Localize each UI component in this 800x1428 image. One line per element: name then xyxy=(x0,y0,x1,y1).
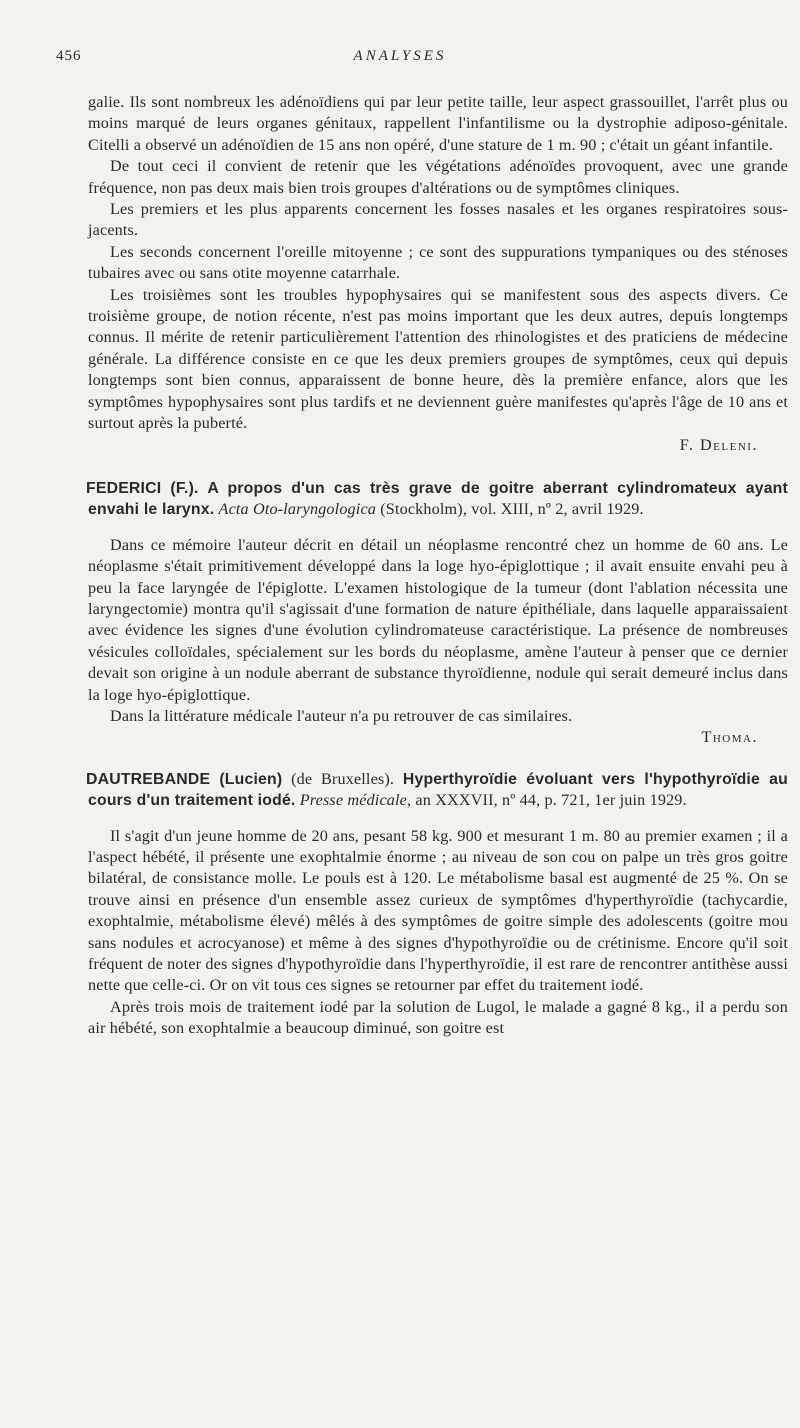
article-title: Hyperthyroïdie évoluant vers l'hypothyroïdie au cours d'un traitement iodé. xyxy=(88,770,788,810)
article-paragraph: Dans ce mémoire l'auteur décrit en détail un néoplasme rencontré chez un homme de 60 ans. Le néoplasme s'était primitivement développé dans la loge hyo-épiglottique ; il avait ensuite envahi peu à peu la face laryngée de l'épiglotte. L'examen histologique de la tumeur (dont l'ablation nécessita une laryngectomie) montra qu'il s'agissait d'une formation de nature épithéliale, dans laquelle apparaissaient avec évidence les signes d'une évolution cylindromateuse caractéristique. La présence de nombreuses vésicules colloïdales, spécialement sur les bords du néoplasme, amène l'auteur à penser que ce dernier devait son origine à un nodule aberrant de substance thyroïdienne, nodule qui serait demeuré inclus dans la loge hyo-épiglottique. xyxy=(88,535,788,704)
signature: F. Deleni. xyxy=(679,435,758,454)
article-paragraph: Dans la littérature médicale l'auteur n'a pu retrouver de cas similaires. xyxy=(110,706,573,725)
article-paragraph: Après trois mois de traitement iodé par la solution de Lugol, le malade a gagné 8 kg., il a perdu son air hébété, son exophtalmie a beaucoup diminué, son goitre est xyxy=(88,997,788,1038)
article-heading xyxy=(88,478,788,521)
signature: Thoma. xyxy=(701,728,758,747)
intro-paragraph: galie. Ils sont nombreux les adénoïdiens qui par leur petite taille, leur aspect grassouillet, l'arrêt plus ou moins marqué de leurs organes génitaux, rappellent l'infantilisme ou la dystrophie adiposo-génitale. Citelli a observé un adénoïdien de 15 ans non opéré, d'une stature de 1 m. 90 ; c'était un géant infantile. xyxy=(88,93,788,154)
page-body xyxy=(88,92,788,1040)
article-author: DAUTREBANDE (Lucien) xyxy=(86,770,283,788)
article-paragraph: Il s'agit d'un jeune homme de 20 ans, pesant 58 kg. 900 et mesurant 1 m. 80 au premier examen ; il a l'aspect hébété, il présente une exophtalmie énorme ; au niveau de son cou on palpe un très gros goitre bilatéral, de consistance molle. Le pouls est à 120. Le métabolisme basal est augmenté de 25 %. On se trouve ainsi en présence d'un ensemble assez curieux de symptômes d'hyperthyroïdie (tachycardie, exophtalmie, métabolisme élevé) mêlés à des symptômes de goitre simple des adolescents (goitre mou sans nodules et acrocyanose) et même à des signes d'hypothyroïdie ou de crétinisme. Encore qu'il soit fréquent de noter des signes d'hypothyroïdie dans l'hyperthyroïdie, il est rare de rencontrer antithèse aussi nette que celle-ci. Or on vit tous ces signes se retourner par effet du traitement iodé. xyxy=(88,826,788,995)
article-affiliation: (de Bruxelles). xyxy=(291,769,395,788)
intro-paragraph: Les premiers et les plus apparents concernent les fosses nasales et les organes respiratoires sous-jacents. xyxy=(88,200,788,240)
article-reference: an XXXVII, nº 44, p. 721, 1er juin 1929. xyxy=(415,791,687,810)
running-title: ANALYSES xyxy=(353,48,447,64)
page-header xyxy=(56,48,744,72)
article-federici xyxy=(88,478,788,749)
article-author: FEDERICI (F.). xyxy=(86,479,199,497)
intro-paragraph: Les seconds concernent l'oreille mitoyenne ; ce sont des suppurations tympaniques ou des sténoses tubaires avec ou sans otite moyenne catarrhale. xyxy=(88,242,788,283)
article-reference: (Stockholm), vol. XIII, nº 2, avril 1929. xyxy=(380,500,644,519)
intro-paragraph: Les troisièmes sont les troubles hypophysaires qui se manifestent sous des aspects divers. Ce troisième groupe, de notion récente, n'est pas moins important que les deux autres, depuis longtemps connus. Il mérite de retenir particulièrement l'attention des rhinologistes et des praticiens de médecine générale. La différence consiste en ce que les deux premiers groupes de symptômes, ceux qui depuis longtemps sont bien connus, apparaissent de bonne heure, dès la première enfance, alors que les symptômes hypophysaires sont plus tardifs et ne deviennent guère manifestes qu'après l'âge de 10 ans et surtout après la puberté. xyxy=(88,285,788,433)
article-title: A propos d'un cas très grave de goitre aberrant cylindromateux ayant envahi le larynx. xyxy=(88,479,788,519)
article-dautrebande xyxy=(88,769,788,1040)
article-heading xyxy=(88,769,788,812)
intro-paragraph: De tout ceci il convient de retenir que les végétations adénoïdes provoquent, avec une grande fréquence, non pas deux mais bien trois groupes d'altérations ou de symptômes cliniques. xyxy=(88,157,788,197)
journal-name: Presse médicale, xyxy=(299,791,412,810)
journal-name: Acta Oto-laryngologica xyxy=(218,500,377,519)
page-number: 456 xyxy=(56,48,82,64)
